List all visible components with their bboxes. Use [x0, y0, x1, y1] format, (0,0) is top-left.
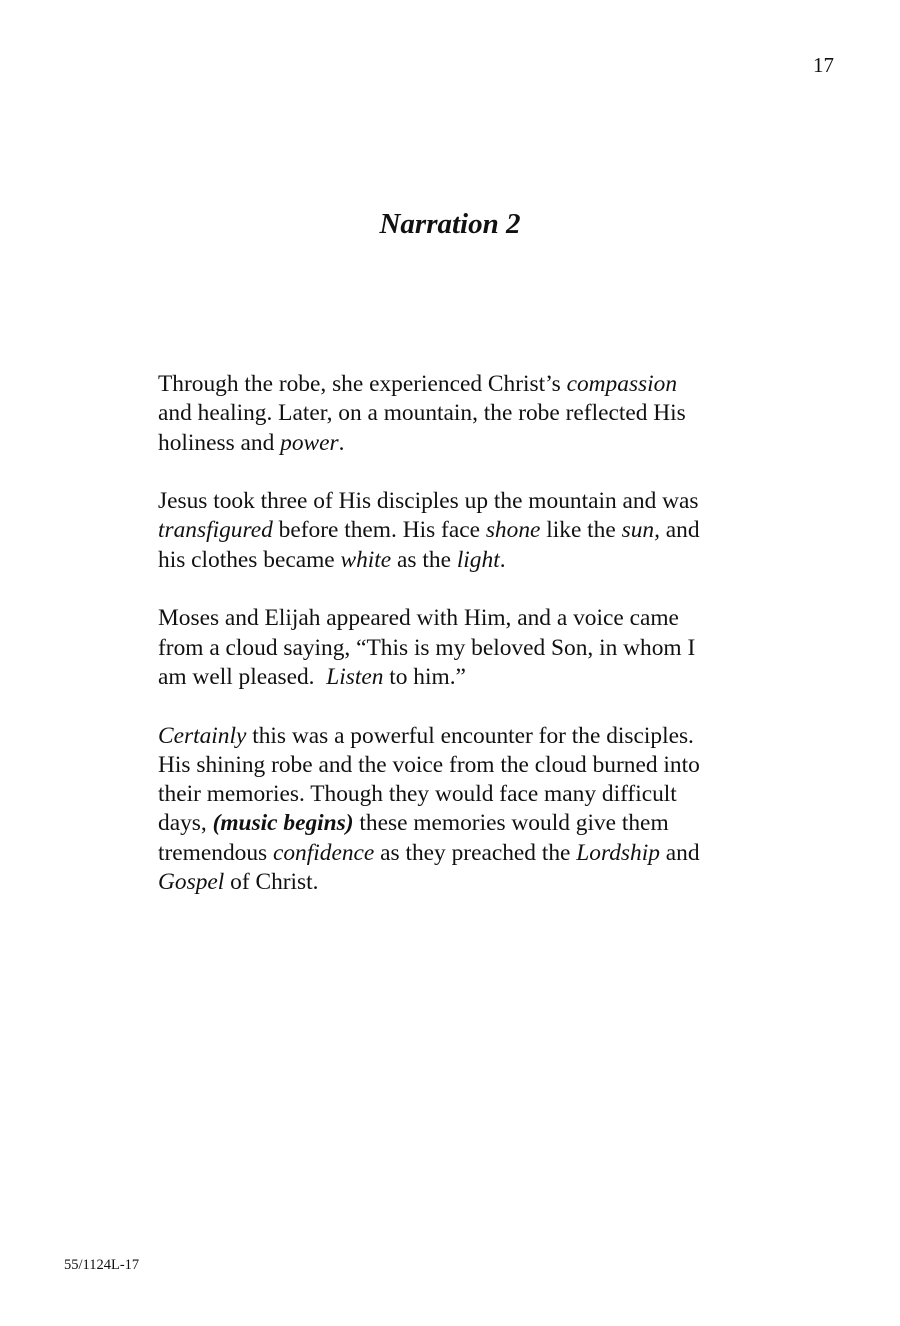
- text-run: this was a powerful encounter for the disciples.: [246, 722, 694, 749]
- text-line: [158, 809, 778, 838]
- text-run: .: [338, 429, 345, 456]
- footer-catalog-code: 55/1124L-17: [64, 1257, 140, 1273]
- text-run: from a cloud saying, “This is my beloved Son, in whom I: [158, 634, 696, 661]
- text-run: Moses and Elijah appeared with Him, and a voice came: [158, 605, 679, 632]
- text-run: as they preached the: [374, 839, 577, 866]
- emphasis-text: Certainly: [158, 722, 247, 749]
- emphasis-text: transfigured: [158, 517, 273, 544]
- text-run: days,: [158, 810, 213, 837]
- emphasis-text: Lordship: [576, 839, 660, 866]
- paragraph: [158, 722, 778, 898]
- text-line: [158, 546, 778, 575]
- emphasis-text: power: [280, 429, 339, 456]
- text-run: His shining robe and the voice from the cloud burned into: [158, 751, 700, 778]
- emphasis-text: Gospel: [158, 869, 225, 896]
- paragraph: [158, 370, 778, 458]
- text-run: these memories would give them: [353, 810, 669, 837]
- text-line: [158, 634, 778, 663]
- text-line: [158, 751, 778, 780]
- text-line: [158, 868, 778, 897]
- text-line: [158, 604, 778, 633]
- emphasis-text: (music begins): [212, 810, 354, 837]
- emphasis-text: Listen: [326, 663, 384, 690]
- narration-body: [158, 370, 778, 927]
- text-line: [158, 487, 778, 516]
- text-run: holiness and: [158, 429, 281, 456]
- text-line: [158, 399, 778, 428]
- emphasis-text: sun,: [621, 517, 660, 544]
- text-run: before them. His face: [272, 517, 486, 544]
- text-run: like the: [540, 517, 622, 544]
- text-run: and healing. Later, on a mountain, the robe reflected His: [158, 400, 686, 427]
- page-number: 17: [813, 53, 834, 77]
- paragraph: [158, 604, 778, 692]
- text-line: [158, 663, 778, 692]
- emphasis-text: confidence: [272, 839, 375, 866]
- text-run: and: [659, 839, 700, 866]
- page-title: Narration 2: [379, 208, 521, 240]
- text-run: their memories. Though they would face many difficult: [158, 781, 677, 808]
- text-line: [158, 722, 778, 751]
- text-run: of Christ.: [224, 869, 319, 896]
- text-run: .: [499, 546, 506, 573]
- text-run: am well pleased.: [158, 663, 327, 690]
- text-line: [158, 429, 778, 458]
- text-run: and: [659, 517, 700, 544]
- text-run: tremendous: [158, 839, 273, 866]
- text-run: to him.”: [383, 663, 466, 690]
- text-run: Through the robe, she experienced Christ’s: [158, 371, 567, 397]
- text-run: as the: [391, 546, 457, 573]
- text-line: [158, 839, 778, 868]
- text-line: [158, 516, 778, 545]
- emphasis-text: shone: [485, 517, 541, 544]
- text-line: [158, 370, 778, 399]
- emphasis-text: white: [340, 546, 392, 573]
- emphasis-text: compassion: [566, 371, 678, 397]
- text-line: [158, 780, 778, 809]
- text-run: his clothes became: [158, 546, 341, 573]
- text-run: Jesus took three of His disciples up the mountain and was: [158, 488, 699, 515]
- emphasis-text: light: [456, 546, 500, 573]
- paragraph: [158, 487, 778, 575]
